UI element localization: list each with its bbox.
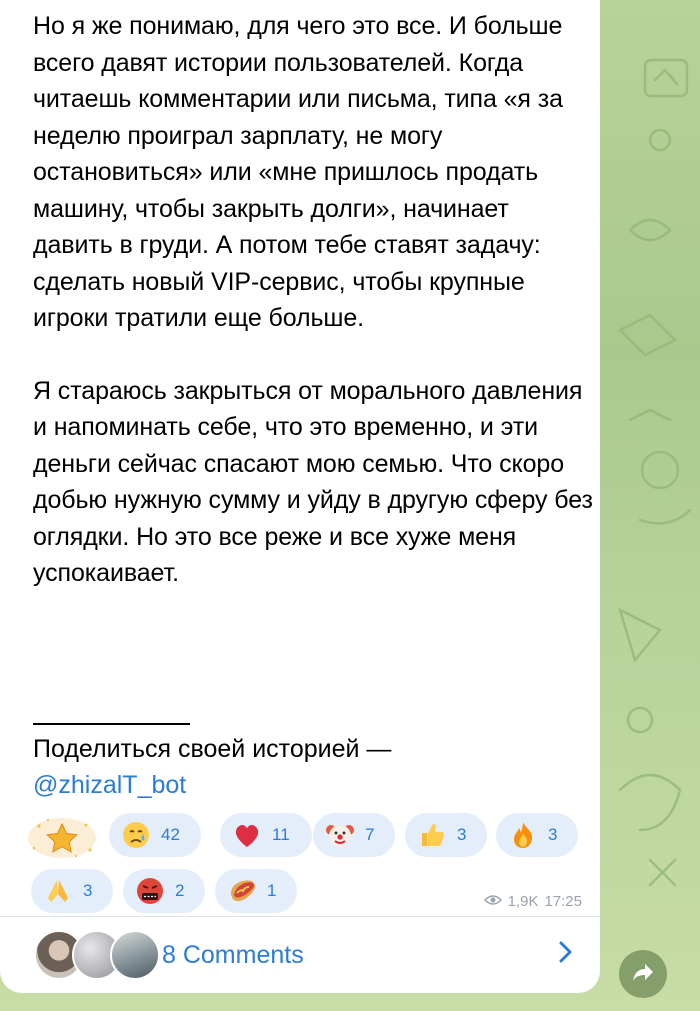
reaction-fire[interactable] <box>496 813 578 857</box>
reaction-folded-hands[interactable] <box>31 869 113 913</box>
message-paragraph-1: Но я же понимаю, для чего это все. И больше всего давят истории пользователей. Когда читаешь комментарии или письма, типа «я за неделю проиграл зарплату, не могу остановиться» или «мне пришлось продать машину, чтобы закрыть долги», начинает давить в груди. А потом тебе ставят задачу: сделать новый VIP-сервис, чтобы крупные игроки тратили еще больше. <box>33 12 563 332</box>
cursing-face-icon <box>135 876 165 906</box>
red-heart-icon <box>232 820 262 850</box>
commenter-avatars <box>34 925 164 985</box>
clown-face-icon <box>325 820 355 850</box>
view-count: 1,9K <box>507 893 539 910</box>
forward-button[interactable] <box>619 950 667 998</box>
reaction-count: 3 <box>457 825 467 844</box>
reaction-count: 11 <box>272 825 290 844</box>
reaction-red-heart[interactable] <box>220 813 312 857</box>
comments-row[interactable] <box>0 917 600 993</box>
thumbs-up-icon <box>417 820 447 850</box>
chevron-right-icon[interactable] <box>558 939 574 970</box>
message-time: 17:25 <box>544 893 582 910</box>
hot-dog-icon <box>227 876 257 906</box>
eye-icon <box>484 893 502 910</box>
reaction-count: 7 <box>365 825 375 844</box>
message-meta <box>484 893 582 910</box>
reaction-count: 3 <box>83 881 93 900</box>
reaction-count: 2 <box>175 881 185 900</box>
crying-face-icon <box>121 820 151 850</box>
reaction-clown-face[interactable] <box>313 813 395 857</box>
reaction-thumbs-up[interactable] <box>405 813 487 857</box>
reaction-count: 42 <box>161 825 180 844</box>
reaction-count: 3 <box>548 825 558 844</box>
reactions-bar <box>18 0 598 988</box>
reaction-hot-dog[interactable] <box>215 869 297 913</box>
star-icon <box>24 816 100 860</box>
reaction-crying-face[interactable] <box>109 813 201 857</box>
message-paragraph-2: Я стараюсь закрыться от морального давления и напоминать себе, что это временно, и эти деньги сейчас спасают мою семью. Что скоро добью нужную сумму и уйду в другую сферу без оглядки. Но это все реже и все хуже меня успокаивает. <box>33 376 593 587</box>
bot-link[interactable]: @zhizalT_bot <box>33 771 187 799</box>
folded-hands-icon <box>43 876 73 906</box>
avatar <box>110 930 160 980</box>
forward-arrow-icon <box>631 962 655 987</box>
reaction-count: 1 <box>267 881 277 900</box>
share-story-text: Поделиться своей историей — <box>33 735 392 763</box>
reaction-cursing-face[interactable] <box>123 869 205 913</box>
comments-link[interactable]: 8 Comments <box>162 940 304 969</box>
reaction-star[interactable] <box>24 816 100 860</box>
fire-icon <box>508 820 538 850</box>
